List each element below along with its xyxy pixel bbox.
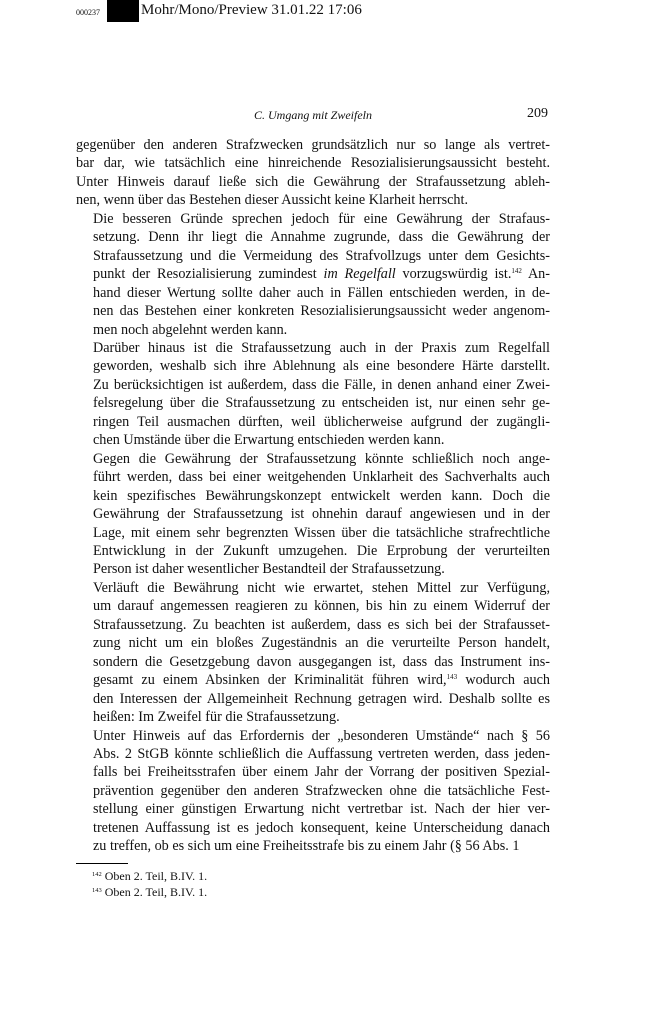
text-run: wodurch auch xyxy=(457,672,550,689)
footnote-number: 143 xyxy=(92,887,102,894)
footnote-text: Oben 2. Teil, B.IV. 1. xyxy=(104,885,208,899)
text-line: Die besseren Gründe sprechen jedoch für eine Gewährung der Strafaus- xyxy=(93,210,550,227)
text-line: gegenüber den anderen Strafzwecken grundsätzlich nur so lange als vertret- xyxy=(76,137,550,153)
footnote xyxy=(92,868,207,884)
text-line: tretenen Auffassung ist es jedoch konsequent, keine Unterscheidung danach xyxy=(93,819,550,836)
paragraph xyxy=(76,136,550,210)
text-line: Strafaussetzung und die Vermeidung des Strafvollzugs unter dem Gesichts- xyxy=(93,247,550,264)
text-line: stellung einer günstigen Erwartung nicht vertretbar ist. Nach der hier ver- xyxy=(93,801,550,818)
text-line: Zu berücksichtigen ist außerdem, dass die Fälle, in denen anhand einer Zwei- xyxy=(93,376,550,393)
text-line: nen das Bestehen einer konkreten Resozialisierungsaussicht weder angenom- xyxy=(93,303,550,320)
text-line: Entwicklung in der Zukunft umzugehen. Die Erprobung der verurteilten xyxy=(93,542,550,559)
slug-text: Mohr/Mono/Preview 31.01.22 17:06 xyxy=(141,2,362,18)
footnote-text: Oben 2. Teil, B.IV. 1. xyxy=(104,869,208,883)
text-line: Verläuft die Bewährung nicht wie erwartet, stehen Mittel zur Verfügung, xyxy=(93,579,550,596)
text-line: Gegen die Gewährung der Strafaussetzung könnte schließlich noch ange- xyxy=(93,450,550,467)
emphasis: im Regelfall xyxy=(323,266,396,283)
text-line: setzung. Denn ihr liegt die Annahme zugrunde, dass die Gewährung der xyxy=(93,229,550,246)
text-line: um darauf angemessen reagieren zu können, bis hin zu einem Widerruf der xyxy=(93,598,550,615)
footnotes xyxy=(92,868,207,900)
text-line: heißen: Im Zweifel für die Strafaussetzung. xyxy=(93,709,340,726)
text-line: den Interessen der Allgemeinheit Rechnung getragen wird. Deshalb sollte es xyxy=(93,690,550,707)
text-line: Person ist daher wesentlicher Bestandteil der Strafaussetzung. xyxy=(93,561,445,578)
text-line: Unter Hinweis darauf ließe sich die Gewährung der Strafaussetzung ableh- xyxy=(76,173,550,190)
text-line: geworden, weshalb sich ihre Ablehnung als eine besondere Härte darstellt. xyxy=(93,358,550,375)
text-line: nen, wenn über das Bestehen dieser Aussicht keine Klarheit herrscht. xyxy=(76,192,469,209)
text-line: kein spezifisches Bewährungskonzept entwickelt werden kann. Doch die xyxy=(93,487,550,504)
text-line: felsregelung über die Strafaussetzung zu entscheiden ist, nur einen sehr ge- xyxy=(93,395,550,412)
text-line: men noch abgelehnt werden kann. xyxy=(93,321,288,338)
text-line: Strafaussetzung. Zu beachten ist außerdem, dass es sich bei der Strafausset- xyxy=(93,616,550,633)
text-line xyxy=(76,265,550,283)
text-line: Unter Hinweis auf das Erfordernis der „besonderen Umstände“ nach § 56 xyxy=(93,727,550,744)
text-line: Abs. 2 StGB könnte schließlich die Auffassung vertreten werden, dass jeden- xyxy=(93,745,550,762)
text-line: sondern die Gesetzgebung davon ausgegangen ist, dass das Instrument ins- xyxy=(93,653,550,670)
print-slug xyxy=(0,0,650,24)
text-line: zu treffen, ob es sich um eine Freiheitsstrafe bis zu einem Jahr (§ 56 Abs. 1 xyxy=(93,838,520,855)
slug-number: 000237 xyxy=(76,8,100,17)
text-line: bar dar, wie tatsächlich eine hinreichende Resozialisierungsaussicht besteht. xyxy=(76,155,550,172)
text-line: Lage, mit einem sehr begrenzten Wissen über die tatsächliche strafrechtliche xyxy=(93,524,550,541)
footnote-number: 142 xyxy=(92,871,102,878)
text-line xyxy=(76,671,550,689)
slug-black-box xyxy=(107,0,139,22)
paragraph xyxy=(76,727,550,856)
text-run: An- xyxy=(521,266,551,283)
paragraph xyxy=(76,210,550,339)
running-header-title: C. Umgang mit Zweifeln xyxy=(253,108,372,122)
text-line: Darüber hinaus ist die Strafaussetzung auch in der Praxis zum Regelfall xyxy=(93,339,550,356)
text-line: zung nicht um ein bloßes Zugeständnis an die verurteilte Person handelt, xyxy=(93,635,550,652)
footnote-marker: 143 xyxy=(446,673,458,682)
text-line: hand dieser Wertung sollte daher auch in Fällen entschieden werden, in de- xyxy=(93,284,550,301)
text-line: führt werden, dass bei einer weitgehenden Unklarheit des Sachverhalts auch xyxy=(93,469,550,486)
footnote-marker: 142 xyxy=(511,267,522,276)
paragraph xyxy=(76,339,550,450)
running-header xyxy=(76,106,550,124)
page-number: 209 xyxy=(527,106,548,121)
text-run: vorzugswürdig ist. xyxy=(395,266,512,283)
text-run: punkt der Resozialisierung zumindest xyxy=(93,266,324,283)
text-line: prävention gegenüber den anderen Strafzwecken ohne die tatsächliche Fest- xyxy=(93,782,550,799)
text-line: chen Umstände über die Erwartung entschieden werden kann. xyxy=(93,432,445,449)
paragraph xyxy=(76,579,550,727)
paragraph xyxy=(76,450,550,579)
text-line: Gewährung der Strafaussetzung ist ohnehin darauf angewiesen und in der xyxy=(93,506,550,523)
footnote xyxy=(92,884,207,900)
text-line: falls bei Freiheitsstrafen über einem Jahr der Vorrang der positiven Spezial- xyxy=(93,764,550,781)
text-line: ringen Teil ausmachen dürften, weil üblicherweise aufgrund der zugängli- xyxy=(93,413,550,430)
footnote-rule xyxy=(76,863,128,864)
body-text xyxy=(76,136,550,856)
text-run: gesamt zu einem Absinken der Kriminalität führen wird, xyxy=(93,672,447,689)
